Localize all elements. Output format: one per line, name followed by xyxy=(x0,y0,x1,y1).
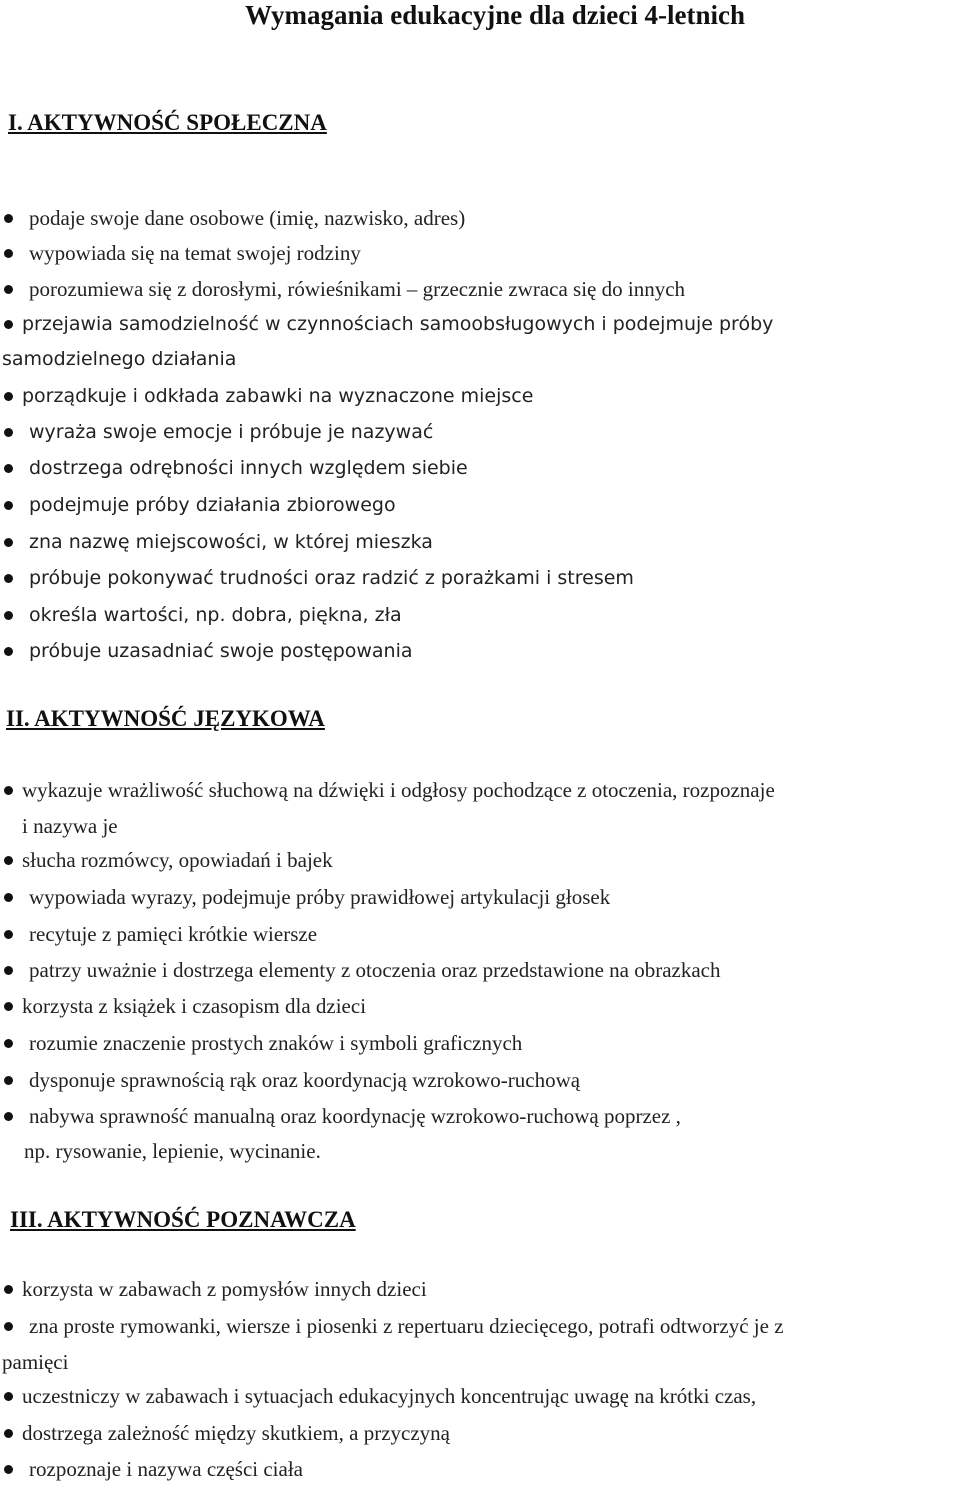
bullet-icon xyxy=(4,538,13,547)
bullet-icon xyxy=(4,249,13,258)
bullet-icon xyxy=(4,1429,13,1438)
bullet-icon xyxy=(4,1039,13,1048)
bullet-icon xyxy=(4,392,13,401)
bullet-icon xyxy=(4,320,13,329)
bullet-icon xyxy=(4,1322,13,1331)
bullet-icon xyxy=(4,856,13,865)
document-title: Wymagania edukacyjne dla dzieci 4-letnich xyxy=(245,0,745,30)
list-item-continuation: pamięci xyxy=(2,1350,69,1374)
section-heading-social: I. AKTYWNOŚĆ SPOŁECZNA xyxy=(8,110,327,135)
section-heading-language: II. AKTYWNOŚĆ JĘZYKOWA xyxy=(6,706,325,731)
list-item-continuation: np. rysowanie, lepienie, wycinanie. xyxy=(24,1139,321,1163)
bullet-icon xyxy=(4,1392,13,1401)
bullet-icon xyxy=(4,501,13,510)
bullet-icon xyxy=(4,464,13,473)
bullet-icon xyxy=(4,647,13,656)
bullet-icon xyxy=(4,930,13,939)
list-item-continuation: samodzielnego działania xyxy=(2,348,237,370)
bullet-icon xyxy=(4,428,13,437)
bullet-icon xyxy=(4,893,13,902)
bullet-icon xyxy=(4,1465,13,1474)
bullet-icon xyxy=(4,1112,13,1121)
bullet-icon xyxy=(4,611,13,620)
bullet-icon xyxy=(4,786,13,795)
bullet-icon xyxy=(4,966,13,975)
bullet-icon xyxy=(4,285,13,294)
bullet-icon xyxy=(4,1076,13,1085)
bullet-icon xyxy=(4,574,13,583)
bullet-icon xyxy=(4,214,13,223)
section-heading-cognitive: III. AKTYWNOŚĆ POZNAWCZA xyxy=(10,1207,356,1232)
list-item-continuation: i nazywa je xyxy=(22,814,118,838)
bullet-icon xyxy=(4,1285,13,1294)
bullet-icon xyxy=(4,1002,13,1011)
